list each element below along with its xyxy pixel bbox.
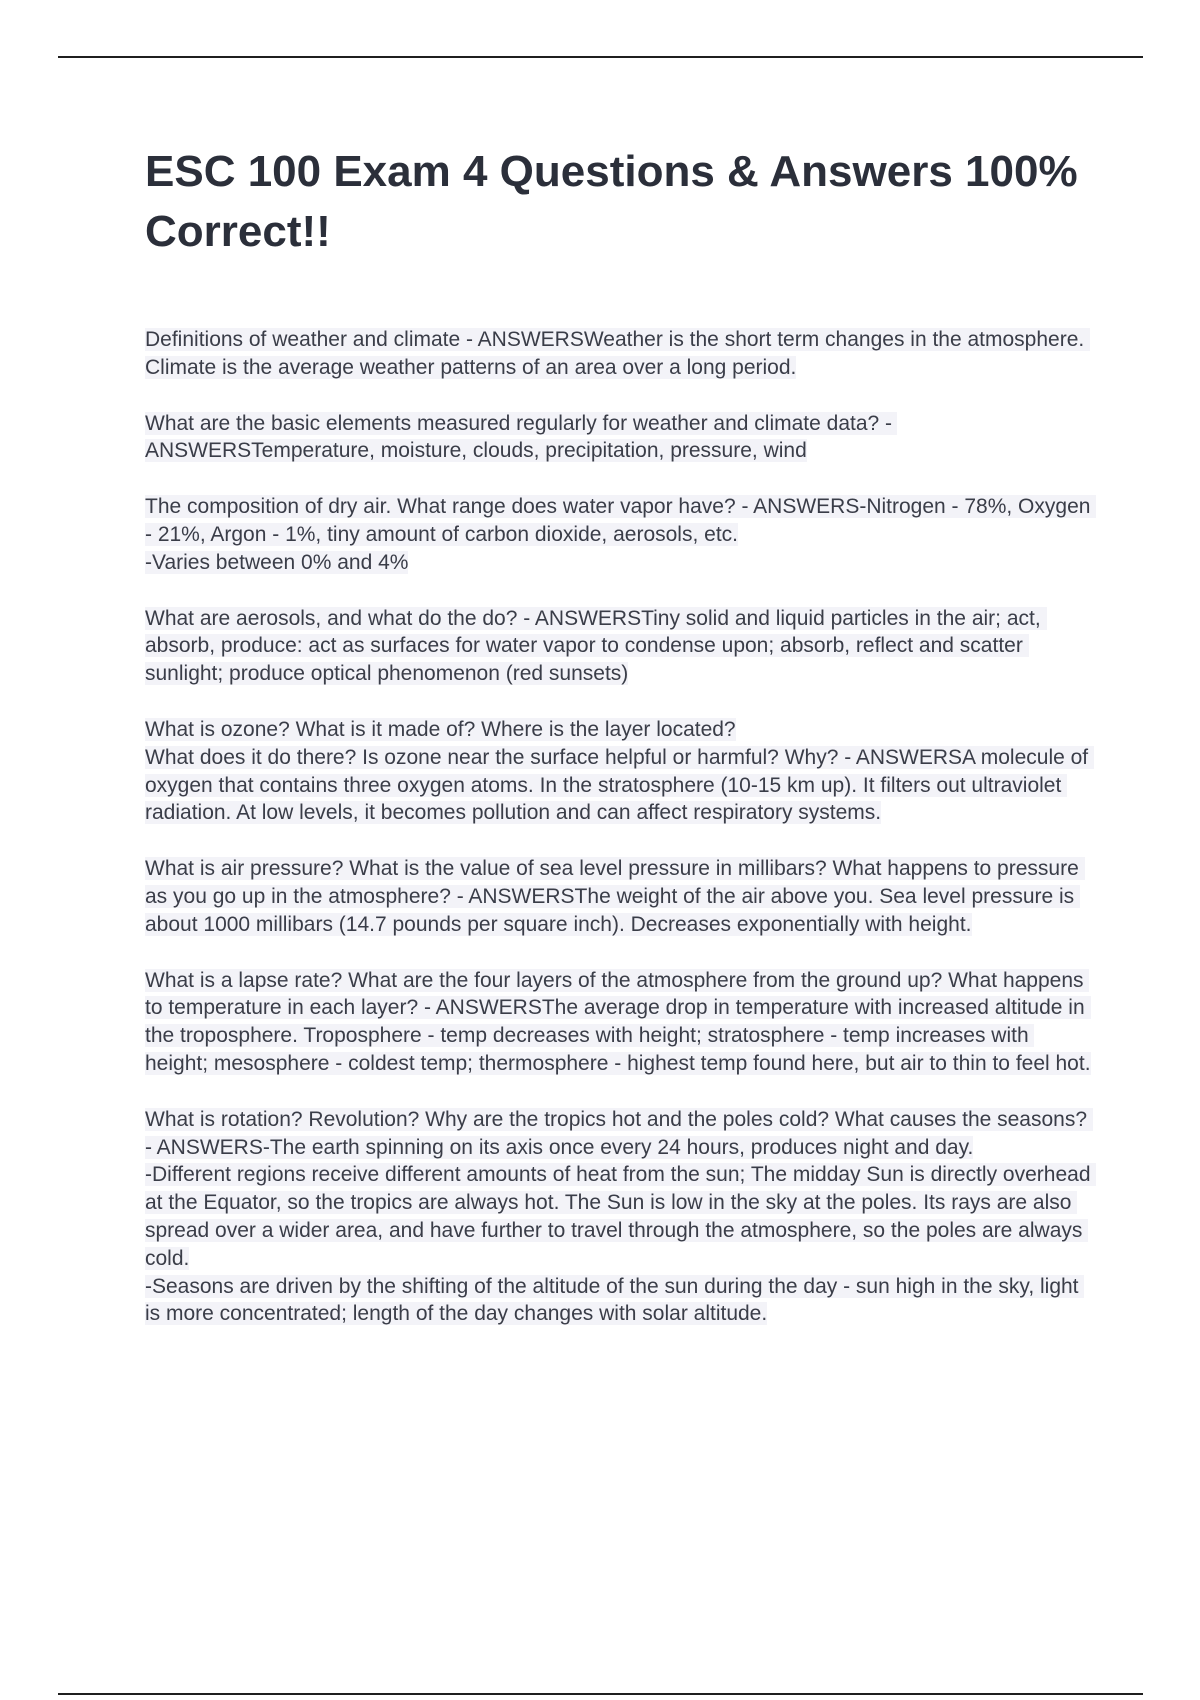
qa-item <box>145 967 1095 1078</box>
qa-text: What is air pressure? What is the value of sea level pressure in millibars? What happens to pressure as you go up in the atmosphere? - ANSWERSThe weight of the air above you. Sea level pressure is about 1000 millibars (14.7 pounds per square inch). Decreases exponentially with height. <box>145 857 1085 936</box>
document-body <box>145 142 1095 1356</box>
qa-text: The composition of dry air. What range does water vapor have? - ANSWERS-Nitrogen - 78%, Oxygen - 21%, Argon - 1%, tiny amount of carbon dioxide, aerosols, etc. -Varies between 0% and 4% <box>145 495 1096 574</box>
qa-text: What is rotation? Revolution? Why are the tropics hot and the poles cold? What causes the seasons? - ANSWERS-The earth spinning on its axis once every 24 hours, produces night and day. -Different regions receive different amounts of heat from the sun; The midday Sun is directly overhead at the Equator, so the tropics are always hot. The Sun is low in the sky at the poles. Its rays are also spread over a wider area, and have further to travel through the atmosphere, so the poles are always cold. -Seasons are driven by the shifting of the altitude of the sun during the day - sun high in the sky, light is more concentrated; length of the day changes with solar altitude. <box>145 1108 1096 1326</box>
qa-text: What is ozone? What is it made of? Where is the layer located? What does it do there? Is ozone near the surface helpful or harmful? Why? - ANSWERSA molecule of oxygen that contains three oxygen atoms. In the stratosphere (10-15 km up). It filters out ultraviolet radiation. At low levels, it becomes pollution and can affect respiratory systems. <box>145 718 1094 824</box>
qa-item <box>145 326 1095 382</box>
qa-item <box>145 855 1095 938</box>
qa-item <box>145 716 1095 827</box>
qa-item <box>145 1106 1095 1328</box>
top-divider <box>58 56 1143 58</box>
qa-text: Definitions of weather and climate - ANSWERSWeather is the short term changes in the atmosphere. Climate is the average weather patterns of an area over a long period. <box>145 328 1091 379</box>
qa-text: What are aerosols, and what do the do? - ANSWERSTiny solid and liquid particles in the air; act, absorb, produce: act as surfaces for water vapor to condense upon; absorb, reflect and scatter sunlight; produce optical phenomenon (red sunsets) <box>145 606 1047 686</box>
qa-item <box>145 605 1095 688</box>
qa-text: What are the basic elements measured regularly for weather and climate data? - ANSWERSTemperature, moisture, clouds, precipitation, pressure, wind <box>145 411 897 463</box>
bottom-divider <box>58 1693 1143 1695</box>
document-title: ESC 100 Exam 4 Questions & Answers 100% Correct!! <box>145 147 1078 256</box>
qa-text: What is a lapse rate? What are the four layers of the atmosphere from the ground up? What happens to temperature in each layer? - ANSWERSThe average drop in temperature with increased altitude in the troposphere. Troposphere - temp decreases with height; stratosphere - temp increases with height; mesosphere - coldest temp; thermosphere - highest temp found here, but air to thin to feel hot. <box>145 968 1091 1075</box>
qa-item <box>145 410 1095 466</box>
qa-list <box>145 326 1095 1328</box>
qa-item <box>145 493 1095 576</box>
